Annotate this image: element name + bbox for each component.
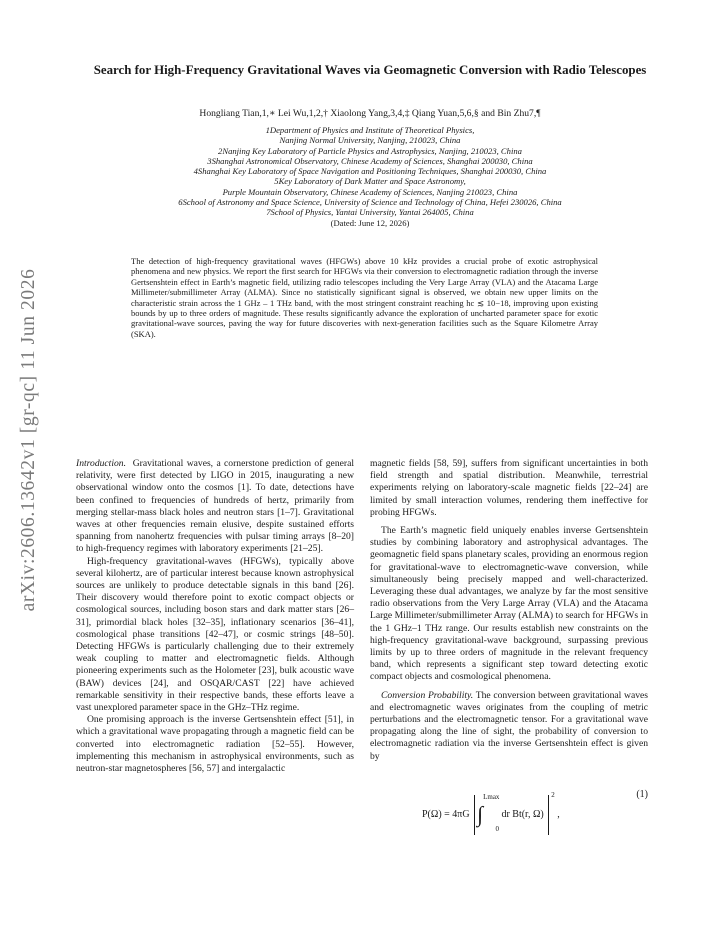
affiliation-line: 6School of Astronomy and Space Science, University of Science and Technology of China, Hefei 230026, China: [178, 197, 562, 208]
affiliation-line: 7School of Physics, Yantai University, Yantai 264005, China: [266, 207, 474, 218]
integral-sign: ∫: [477, 801, 484, 827]
section-lead-conversion: Conversion Probability.: [381, 689, 474, 701]
paragraph: magnetic fields [58, 59], suffers from significant uncertainties in both field strength and spatial distribution. Meanwhile, terrestrial experiments relying on laboratory-scale magnetic fields [22–24] are limited by small interaction volumes, rendering them ineffective for probing HFGWs.: [370, 458, 648, 518]
paragraph: One promising approach is the inverse Gertsenshtein effect [51], in which a gravitational wave propagating through a magnetic field can be converted into electromagnetic radiation [52–55]. However, implementing this mechanism in astrophysical environments, such as neutron-star magnetospheres [56, 57] and intergalactic: [76, 714, 354, 775]
affiliation-line: Nanjing Normal University, Nanjing, 210023, China: [279, 135, 461, 146]
affiliation-line: 5Key Laboratory of Dark Matter and Space Astronomy,: [274, 176, 466, 187]
integral-lower-limit: 0: [495, 824, 499, 833]
date-line: (Dated: June 12, 2026): [330, 217, 410, 228]
right-column: [370, 458, 648, 831]
left-column: [76, 458, 354, 775]
affiliation-line: 3Shanghai Astronomical Observatory, Chinese Academy of Sciences, Shanghai 200030, China: [207, 155, 533, 166]
intro-paragraph: [76, 458, 354, 556]
paragraph-text: The conversion between gravitational waves and electromagnetic waves originates from the coupling of metric perturbations and the electromagnetic tensor. For a gravitational wave propagating along the line of sight, the probability of conversion to electromagnetic radiation via the inverse Gertsenshtein effect is given by: [370, 689, 648, 762]
author-list: [75, 108, 665, 119]
abs-bar-left: [474, 795, 475, 835]
integrand: dr Bt(r, Ω): [501, 808, 544, 820]
arxiv-sidebar-stamp: [14, 205, 44, 675]
affiliation-line: 2Nanjing Key Laboratory of Particle Physics and Astrophysics, Nanjing, 210023, China: [218, 145, 522, 156]
equation-1: [370, 767, 648, 831]
equation-body: [422, 789, 560, 835]
equation-number: (1): [636, 788, 648, 800]
section-lead-introduction: Introduction.: [76, 458, 127, 469]
paragraph: High-frequency gravitational-waves (HFGWs), typically above several kilohertz, are of particular interest because known astrophysical sources are unlikely to produce detectable signals in this band [26]. Their discovery would therefore point to exotic compact objects or cosmological sources, including boson stars and dark matter stars [26–31], primordial black holes [32–35], inflationary scenarios [36–41], cosmological phase transitions [42–47], or cosmic strings [48–50]. Detecting HFGWs is particularly challenging due to their extremely weak coupling to matter and electromagnetic fields. Although pioneering experiments such as the Holometer [23], bulk acoustic wave (BAW) devices [24], and OSQAR/CAST [22] have achieved remarkable sensitivity in their respective bands, these efforts leave a vast unexplored parameter space in the GHz–THz regime.: [76, 555, 354, 714]
affiliations: [75, 125, 665, 228]
paragraph-text: Gravitational waves, a cornerstone prediction of general relativity, were first detected by LIGO in 2015, inaugurating a new observational window onto the cosmos [1]. To date, detections have been confined to frequencies of hundreds of hertz, primarily from merging stellar-mass black holes and neutron stars [1–7]. Gravitational waves at other frequencies remain elusive, despite sustained efforts spanning from nanohertz frequencies with pulsar timing arrays [8–20] to high-frequency regimes with laboratory experiments [21–25].: [76, 458, 354, 555]
authors-text: Hongliang Tian,1,∗ Lei Wu,1,2,† Xiaolong Yang,3,4,‡ Qiang Yuan,5,6,§ and Bin Zhu7,¶: [199, 108, 541, 119]
affiliation-line: 4Shanghai Key Laboratory of Space Navigation and Positioning Techniques, Shanghai 200030, China: [193, 166, 547, 177]
equation-power: 2: [551, 790, 555, 799]
arxiv-identifier: arXiv:2606.13642v1 [gr-qc] 11 Jun 2026: [18, 268, 39, 612]
paper-title: Search for High-Frequency Gravitational Waves via Geomagnetic Conversion with Radio Telescopes: [93, 63, 647, 77]
conversion-paragraph: [370, 690, 648, 763]
affiliation-line: 1Department of Physics and Institute of Theoretical Physics,: [265, 125, 475, 135]
abs-bar-right: [548, 795, 549, 835]
equation-lhs: P(Ω) = 4πG: [422, 808, 470, 820]
affiliation-line: Purple Mountain Observatory, Chinese Academy of Sciences, Nanjing 210023, China: [222, 186, 518, 197]
equation-trailing-comma: ,: [557, 808, 560, 820]
paragraph: The Earth’s magnetic field uniquely enables inverse Gertsenshtein studies by combining laboratory and astrophysical advantages. The geomagnetic field spans planetary scales, providing an enormous region for gravitational-wave to electromagnetic-wave conversion, while simultaneously being precisely mapped and well-characterized. Leveraging these dual advantages, we analyze by far the most sensitive radio observations from the Very Large Array (VLA) and the Atacama Large Millimeter/submillimeter Array (ALMA) to search for HFGWs in the 1 GHz–1 THz range. Our results establish new constraints on the high-frequency gravitational-wave background, surpassing previous limits by up to three orders of magnitude in the relevant frequency band, which represents a significant step toward detecting exotic compact objects and cosmological phenomena.: [370, 525, 648, 683]
abstract: The detection of high-frequency gravitational waves (HFGWs) above 10 kHz provides a crucial probe of exotic astrophysical phenomena and new physics. We report the first search for HFGWs via their conversion to electromagnetic radiation through the inverse Gertsenshtein effect in Earth’s magnetic field, utilizing radio telescopes including the Very Large Array (VLA) and the Atacama Large Millimeter/submillimeter Array (ALMA). Since no statistically significant signal is observed, we obtain new upper limits on the characteristic strain across the 1 GHz – 1 THz band, with the most stringent constraint reaching hc ≲ 10−18, improving upon existing bounds by up to three orders of magnitude. These results significantly advance the exploration of uncharted parameter space for exotic gravitational-wave sources, paving the way for future discoveries with next-generation facilities such as the Square Kilometre Array (SKA).: [131, 256, 598, 339]
integral-upper-limit: Lmax: [483, 792, 500, 801]
